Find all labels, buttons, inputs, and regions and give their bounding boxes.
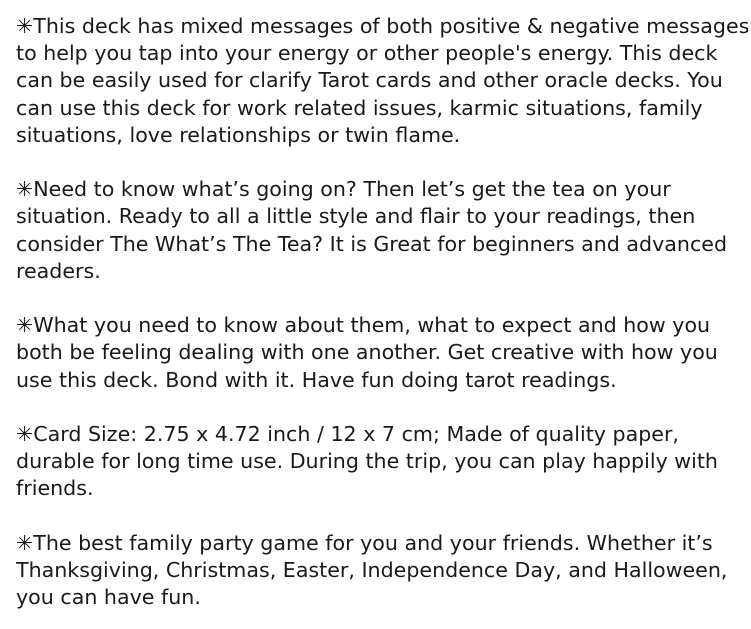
- description-paragraph-what-to-know: ✳What you need to know about them, what to expect and how you both be feeling dealing with one another. Get creative with how you use this deck. Bond with it. Have fun doing tarot readings.: [16, 313, 718, 392]
- description-paragraph-get-the-tea: ✳Need to know what’s going on? Then let’s get the tea on your situation. Ready to all a little style and flair to your readings, then consider The What’s The Tea? It is Great for beginners and advanced readers.: [16, 177, 728, 283]
- description-paragraph-card-size: ✳Card Size: 2.75 x 4.72 inch / 12 x 7 cm; Made of quality paper, durable for long time use. During the trip, you can play happily with friends.: [16, 422, 718, 501]
- description-paragraph-party-game: ✳The best family party game for you and your friends. Whether it’s Thanksgiving, Christmas, Easter, Independence Day, and Halloween, you can have fun.: [16, 530, 728, 610]
- description-paragraph-deck-overview: ✳This deck has mixed messages of both positive & negative messages to help you tap into your energy or other people's energy. This deck can be easily used for clarify Tarot cards and other oracle decks. You can use this deck for work related issues, karmic situations, family situations, love relationships or twin flame.: [16, 14, 750, 147]
